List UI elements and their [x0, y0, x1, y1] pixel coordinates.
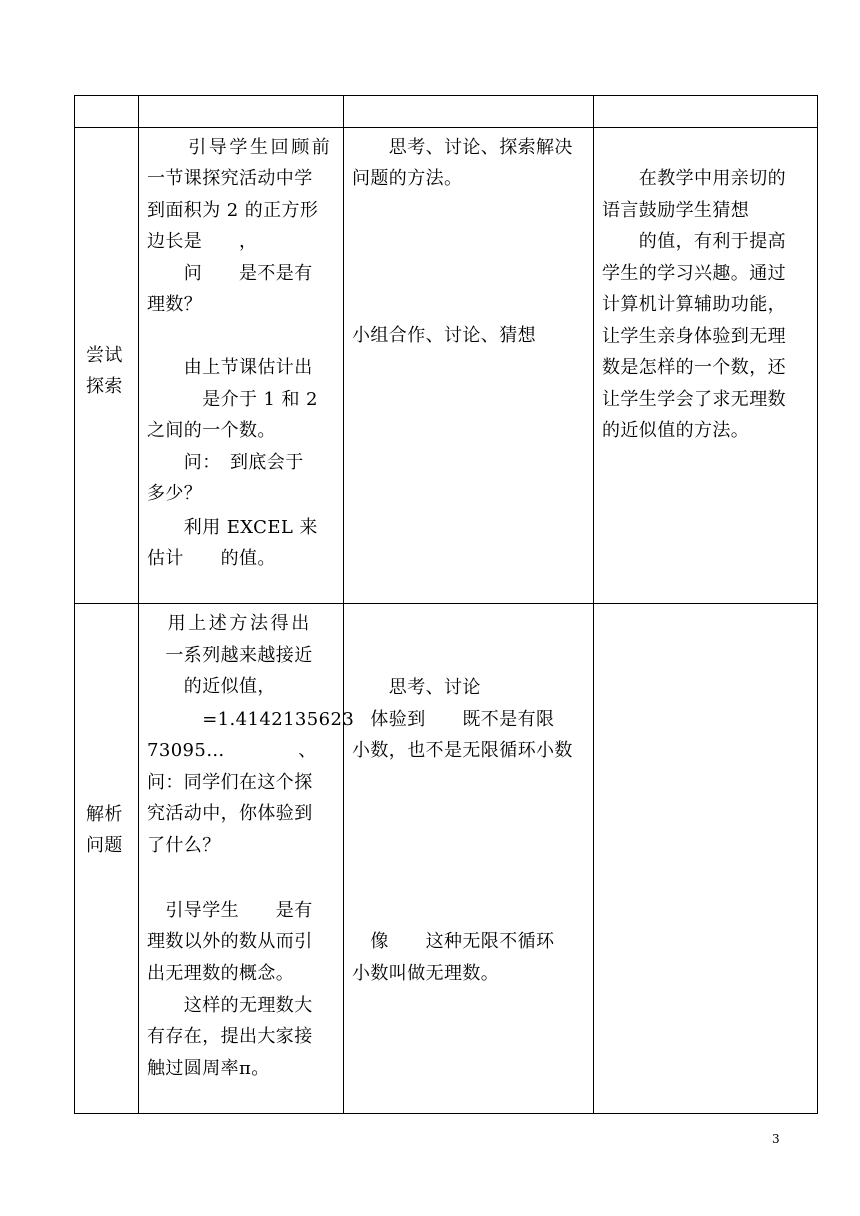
text-line: 估计 的值。 — [147, 548, 276, 569]
text-line: 小组合作、讨论、猜想 — [352, 325, 536, 346]
text-line: 73095… 、 — [147, 740, 317, 761]
table-rule-bottom — [74, 1113, 818, 1114]
text-line: 用上述方法得出 — [147, 613, 312, 634]
text-line: 理数以外的数从而引 — [147, 931, 313, 952]
text-line: 让学生学会了求无理数 — [602, 389, 786, 410]
text-line: 数是怎样的一个数，还 — [602, 357, 786, 378]
table-rule-header-bottom — [74, 127, 818, 128]
text-line: 让学生亲身体验到无理 — [602, 326, 786, 347]
text-line: 引导学生 是有 — [147, 900, 313, 921]
text-line: 小数叫做无理数。 — [352, 963, 500, 984]
table-rule-col1 — [138, 95, 139, 1114]
text-line: 问 是不是有 — [147, 263, 313, 284]
text-line: 一节课探究活动中学 — [147, 168, 313, 189]
text-line: 问：同学们在这个探 — [147, 772, 313, 793]
text-line: 一系列越来越接近 — [147, 645, 313, 666]
text-line: 这样的无理数大 — [147, 995, 313, 1016]
table-rule-top — [74, 95, 818, 96]
text-line: 体验到 既不是有限 — [352, 709, 555, 730]
text-line: 利用 EXCEL 来 — [147, 517, 318, 538]
category-cell: 解析 问题 — [86, 804, 123, 856]
text-line: 问题的方法。 — [352, 168, 463, 189]
category-cell: 尝试 探索 — [86, 345, 123, 397]
text-line: 理数？ — [147, 294, 203, 315]
text-line: 思考、讨论、探索解决 — [352, 137, 573, 158]
text-line: 多少？ — [147, 483, 203, 504]
text-line: 的近似值的方法。 — [602, 420, 750, 441]
table-rule-col3 — [593, 95, 594, 1114]
text-line: 了什么？ — [147, 835, 221, 856]
table-rule-col2 — [343, 95, 344, 1114]
text-line: 是介于 1 和 2 — [147, 389, 318, 410]
text-line: 计算机计算辅助功能， — [602, 294, 786, 315]
text-line: 触过圆周率π。 — [147, 1058, 270, 1079]
text-line: 语言鼓励学生猜想 — [602, 200, 750, 221]
text-line: 出无理数的概念。 — [147, 963, 295, 984]
text-line: 到面积为 2 的正方形 — [147, 200, 319, 221]
text-line: 在教学中用亲切的 — [602, 168, 786, 189]
text-line: 思考、讨论 — [352, 677, 481, 698]
page-number: 3 — [772, 1132, 780, 1146]
text-line: 的值，有利于提高 — [602, 231, 786, 252]
table-rule-row1-bottom — [74, 603, 818, 604]
text-line: 的近似值， — [147, 676, 276, 697]
text-line: 学生的学习兴趣。通过 — [602, 263, 786, 284]
text-line: 究活动中，你体验到 — [147, 803, 313, 824]
text-line: 由上节课估计出 — [147, 357, 313, 378]
text-line: 有存在，提出大家接 — [147, 1026, 313, 1047]
text-line: =1.4142135623 — [147, 709, 355, 730]
table-rule-left — [74, 95, 75, 1114]
text-line: 小数，也不是无限循环小数 — [352, 740, 573, 761]
text-line: 像 这种无限不循环 — [352, 931, 555, 952]
table-rule-right — [817, 95, 818, 1114]
text-line: 边长是 ， — [147, 231, 258, 252]
text-line: 之间的一个数。 — [147, 420, 276, 441]
text-line: 引导学生回顾前 — [147, 137, 333, 158]
text-line: 问： 到底会于 — [147, 452, 304, 473]
